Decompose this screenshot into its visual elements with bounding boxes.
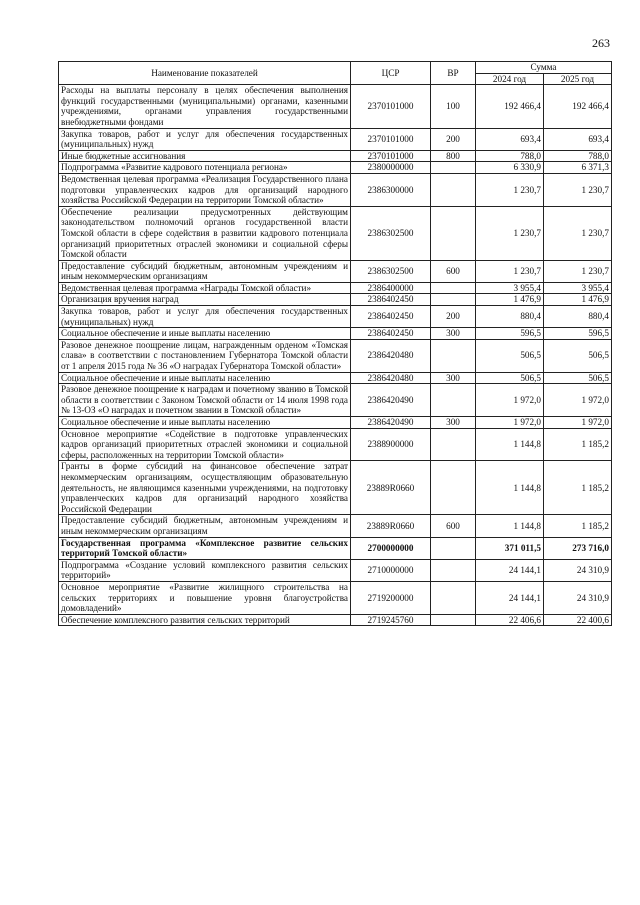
row-sum-2024: 192 466,4 bbox=[476, 85, 544, 128]
row-sum-2024: 1 972,0 bbox=[476, 417, 544, 429]
row-sum-2024: 1 144,8 bbox=[476, 428, 544, 461]
table-row bbox=[59, 372, 612, 384]
table-row bbox=[59, 260, 612, 282]
row-vr: 600 bbox=[431, 515, 476, 537]
row-csr: 2719200000 bbox=[351, 581, 431, 614]
row-vr: 200 bbox=[431, 128, 476, 150]
row-csr: 2710000000 bbox=[351, 559, 431, 581]
header-csr: ЦСР bbox=[351, 62, 431, 85]
row-vr: 800 bbox=[431, 150, 476, 162]
row-name: Социальное обеспечение и иные выплаты населению bbox=[59, 417, 351, 429]
row-csr: 2386420490 bbox=[351, 417, 431, 429]
table-row bbox=[59, 206, 612, 260]
row-sum-2025: 1 230,7 bbox=[544, 260, 612, 282]
table-row bbox=[59, 150, 612, 162]
row-csr: 2386420480 bbox=[351, 372, 431, 384]
row-csr: 2386402450 bbox=[351, 306, 431, 328]
table-row bbox=[59, 328, 612, 340]
row-vr bbox=[431, 282, 476, 294]
row-vr bbox=[431, 559, 476, 581]
row-vr bbox=[431, 384, 476, 417]
row-csr: 2700000000 bbox=[351, 537, 431, 559]
row-csr: 2386302500 bbox=[351, 206, 431, 260]
table-row bbox=[59, 85, 612, 128]
row-sum-2024: 1 230,7 bbox=[476, 206, 544, 260]
row-sum-2025: 506,5 bbox=[544, 339, 612, 372]
row-sum-2024: 1 144,8 bbox=[476, 461, 544, 515]
row-sum-2025: 1 972,0 bbox=[544, 417, 612, 429]
row-sum-2025: 1 185,2 bbox=[544, 515, 612, 537]
row-name: Обеспечение комплексного развития сельских территорий bbox=[59, 614, 351, 626]
row-sum-2025: 693,4 bbox=[544, 128, 612, 150]
row-name: Социальное обеспечение и иные выплаты населению bbox=[59, 328, 351, 340]
table-row bbox=[59, 581, 612, 614]
row-sum-2025: 880,4 bbox=[544, 306, 612, 328]
row-vr bbox=[431, 537, 476, 559]
budget-table bbox=[58, 61, 612, 626]
row-vr bbox=[431, 173, 476, 206]
row-sum-2024: 24 144,1 bbox=[476, 581, 544, 614]
row-csr: 2386400000 bbox=[351, 282, 431, 294]
row-vr bbox=[431, 206, 476, 260]
table-body bbox=[59, 85, 612, 626]
page-number: 263 bbox=[592, 36, 610, 50]
row-sum-2025: 6 371,3 bbox=[544, 162, 612, 174]
row-name: Ведомственная целевая программа «Награды Томской области» bbox=[59, 282, 351, 294]
table-row bbox=[59, 128, 612, 150]
row-sum-2024: 693,4 bbox=[476, 128, 544, 150]
row-csr: 2370101000 bbox=[351, 150, 431, 162]
row-name: Закупка товаров, работ и услуг для обеспечения государственных (муниципальных) нужд bbox=[59, 128, 351, 150]
row-sum-2025: 1 972,0 bbox=[544, 384, 612, 417]
row-vr bbox=[431, 162, 476, 174]
row-csr: 23889R0660 bbox=[351, 461, 431, 515]
row-sum-2024: 24 144,1 bbox=[476, 559, 544, 581]
row-sum-2025: 1 230,7 bbox=[544, 173, 612, 206]
table-row bbox=[59, 428, 612, 461]
row-sum-2025: 596,5 bbox=[544, 328, 612, 340]
row-csr: 2386302500 bbox=[351, 260, 431, 282]
row-name: Обеспечение реализации предусмотренных действующим законодательством полномочий органов государственной власти Томской области в сфере содействия в развитии кадрового потенциала организаций приоритетных отраслей экономики и социальной сферы Томской области bbox=[59, 206, 351, 260]
row-vr bbox=[431, 461, 476, 515]
row-vr: 600 bbox=[431, 260, 476, 282]
row-vr: 200 bbox=[431, 306, 476, 328]
row-sum-2025: 506,5 bbox=[544, 372, 612, 384]
row-csr: 2386402450 bbox=[351, 294, 431, 306]
row-vr: 300 bbox=[431, 417, 476, 429]
header-year-2024: 2024 год bbox=[476, 73, 544, 85]
table-row bbox=[59, 339, 612, 372]
row-csr: 2386420480 bbox=[351, 339, 431, 372]
row-csr: 2370101000 bbox=[351, 85, 431, 128]
row-sum-2024: 1 230,7 bbox=[476, 173, 544, 206]
row-sum-2025: 24 310,9 bbox=[544, 581, 612, 614]
row-vr bbox=[431, 581, 476, 614]
table-row bbox=[59, 614, 612, 626]
table-row bbox=[59, 537, 612, 559]
header-year-2025: 2025 год bbox=[544, 73, 612, 85]
row-sum-2024: 1 476,9 bbox=[476, 294, 544, 306]
header-sum: Сумма bbox=[476, 62, 612, 74]
row-vr: 100 bbox=[431, 85, 476, 128]
row-name: Предоставление субсидий бюджетным, автономным учреждениям и иным некоммерческим организациям bbox=[59, 515, 351, 537]
row-sum-2025: 24 310,9 bbox=[544, 559, 612, 581]
table-row bbox=[59, 417, 612, 429]
row-sum-2024: 788,0 bbox=[476, 150, 544, 162]
row-vr: 300 bbox=[431, 328, 476, 340]
row-sum-2024: 22 406,6 bbox=[476, 614, 544, 626]
table-row bbox=[59, 384, 612, 417]
row-sum-2025: 1 185,2 bbox=[544, 428, 612, 461]
row-csr: 2386420490 bbox=[351, 384, 431, 417]
row-sum-2024: 1 972,0 bbox=[476, 384, 544, 417]
row-name: Предоставление субсидий бюджетным, автономным учреждениям и иным некоммерческим организациям bbox=[59, 260, 351, 282]
row-vr bbox=[431, 339, 476, 372]
row-sum-2025: 273 716,0 bbox=[544, 537, 612, 559]
table-row bbox=[59, 461, 612, 515]
row-sum-2025: 788,0 bbox=[544, 150, 612, 162]
row-name: Закупка товаров, работ и услуг для обеспечения государственных (муниципальных) нужд bbox=[59, 306, 351, 328]
table-row bbox=[59, 515, 612, 537]
row-sum-2024: 506,5 bbox=[476, 372, 544, 384]
table-row bbox=[59, 282, 612, 294]
header-vr: ВР bbox=[431, 62, 476, 85]
table-row bbox=[59, 162, 612, 174]
row-vr bbox=[431, 614, 476, 626]
row-sum-2025: 3 955,4 bbox=[544, 282, 612, 294]
row-csr: 2719245760 bbox=[351, 614, 431, 626]
row-name: Гранты в форме субсидий на финансовое обеспечение затрат некоммерческим организациям, осуществляющим образовательную деятельность, не являющимся казенными учреждениями, на подготовку управленческих кадров для организаций народного хозяйства Российской Федерации bbox=[59, 461, 351, 515]
row-sum-2024: 506,5 bbox=[476, 339, 544, 372]
row-csr: 23889R0660 bbox=[351, 515, 431, 537]
row-sum-2024: 1 230,7 bbox=[476, 260, 544, 282]
row-sum-2025: 1 230,7 bbox=[544, 206, 612, 260]
row-sum-2024: 880,4 bbox=[476, 306, 544, 328]
row-name: Иные бюджетные ассигнования bbox=[59, 150, 351, 162]
row-sum-2025: 192 466,4 bbox=[544, 85, 612, 128]
table-row bbox=[59, 306, 612, 328]
row-sum-2024: 371 011,5 bbox=[476, 537, 544, 559]
row-csr: 2370101000 bbox=[351, 128, 431, 150]
row-sum-2024: 1 144,8 bbox=[476, 515, 544, 537]
row-sum-2025: 22 400,6 bbox=[544, 614, 612, 626]
row-vr bbox=[431, 428, 476, 461]
row-name: Подпрограмма «Создание условий комплексного развития сельских территорий» bbox=[59, 559, 351, 581]
row-sum-2024: 596,5 bbox=[476, 328, 544, 340]
row-name: Основное мероприятие «Содействие в подготовке управленческих кадров организаций приоритетных отраслей экономики и социальной сферы, расположенных на территории Томской области» bbox=[59, 428, 351, 461]
row-vr: 300 bbox=[431, 372, 476, 384]
row-csr: 2380000000 bbox=[351, 162, 431, 174]
row-name: Подпрограмма «Развитие кадрового потенциала региона» bbox=[59, 162, 351, 174]
row-vr bbox=[431, 294, 476, 306]
row-csr: 2386402450 bbox=[351, 328, 431, 340]
row-name: Основное мероприятие «Развитие жилищного строительства на сельских территориях и повышение уровня благоустройства домовладений» bbox=[59, 581, 351, 614]
row-sum-2024: 6 330,9 bbox=[476, 162, 544, 174]
row-name: Разовое денежное поощрение лицам, награжденным орденом «Томская слава» в соответствии с постановлением Губернатора Томской области от 1 апреля 2015 года № 36 «О наградах Губернатора Томской области» bbox=[59, 339, 351, 372]
row-name: Ведомственная целевая программа «Реализация Государственного плана подготовки управленческих кадров для организаций народного хозяйства Российской Федерации на территории Томской области» bbox=[59, 173, 351, 206]
table-row bbox=[59, 173, 612, 206]
row-name: Расходы на выплаты персоналу в целях обеспечения выполнения функций государственными (муниципальными) органами, казенными учреждениями, органами управления государственными внебюджетными фондами bbox=[59, 85, 351, 128]
row-sum-2025: 1 185,2 bbox=[544, 461, 612, 515]
row-name: Организация вручения наград bbox=[59, 294, 351, 306]
row-name: Разовое денежное поощрение к наградам и почетному званию в Томской области в соответствии с Законом Томской области от 14 июля 1998 года № 13-ОЗ «О наградах и почетном звании в Томской области» bbox=[59, 384, 351, 417]
header-name: Наименование показателей bbox=[59, 62, 351, 85]
row-name: Социальное обеспечение и иные выплаты населению bbox=[59, 372, 351, 384]
row-name: Государственная программа «Комплексное развитие сельских территорий Томской области» bbox=[59, 537, 351, 559]
row-sum-2025: 1 476,9 bbox=[544, 294, 612, 306]
row-csr: 2386300000 bbox=[351, 173, 431, 206]
row-sum-2024: 3 955,4 bbox=[476, 282, 544, 294]
table-row bbox=[59, 294, 612, 306]
row-csr: 2388900000 bbox=[351, 428, 431, 461]
table-row bbox=[59, 559, 612, 581]
